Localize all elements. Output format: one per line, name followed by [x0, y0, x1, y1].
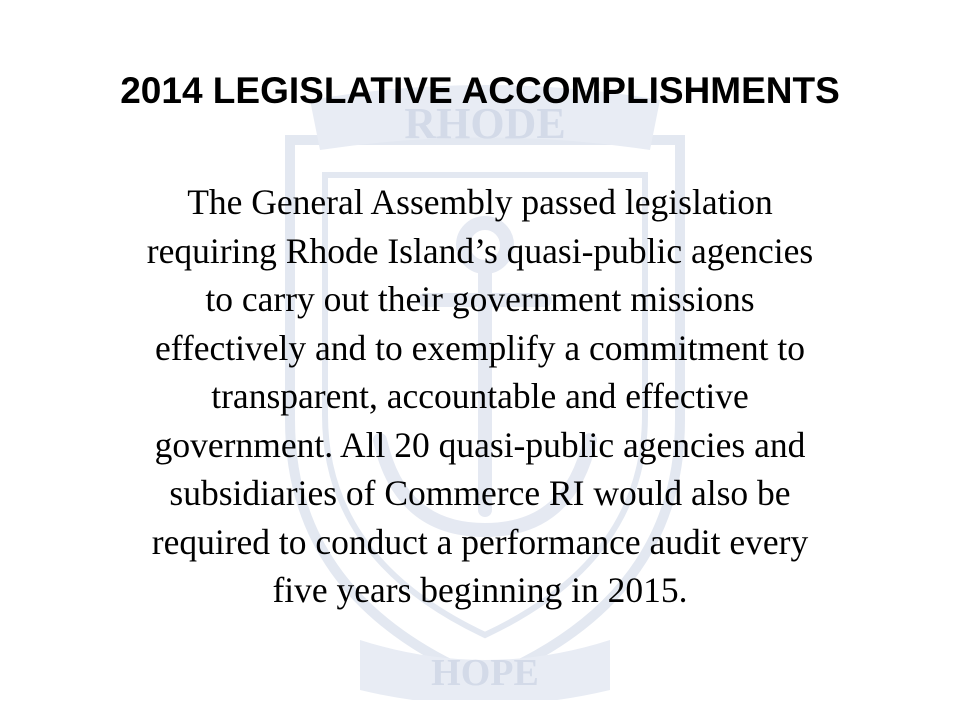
- watermark-text-bottom: HOPE: [431, 652, 539, 694]
- body-line: effectively and to exemplify a commitment to: [155, 327, 805, 368]
- body-line: transparent, accountable and effective: [211, 376, 749, 416]
- body-line: five years beginning in 2015.: [272, 570, 688, 610]
- body-line: requiring Rhode Island’s quasi-public agencies: [146, 230, 814, 271]
- body-line: government. All 20 quasi-public agencies and: [154, 424, 806, 465]
- watermark-text-top: RHODE: [404, 99, 566, 148]
- body-line: required to conduct a performance audit every: [151, 521, 809, 562]
- slide-title: 2014 LEGISLATIVE ACCOMPLISHMENTS: [120, 70, 840, 111]
- body-line: to carry out their government missions: [205, 279, 755, 319]
- body-line: subsidiaries of Commerce RI would also be: [169, 473, 791, 513]
- body-line: The General Assembly passed legislation: [187, 182, 773, 222]
- slide-body: [60, 178, 900, 615]
